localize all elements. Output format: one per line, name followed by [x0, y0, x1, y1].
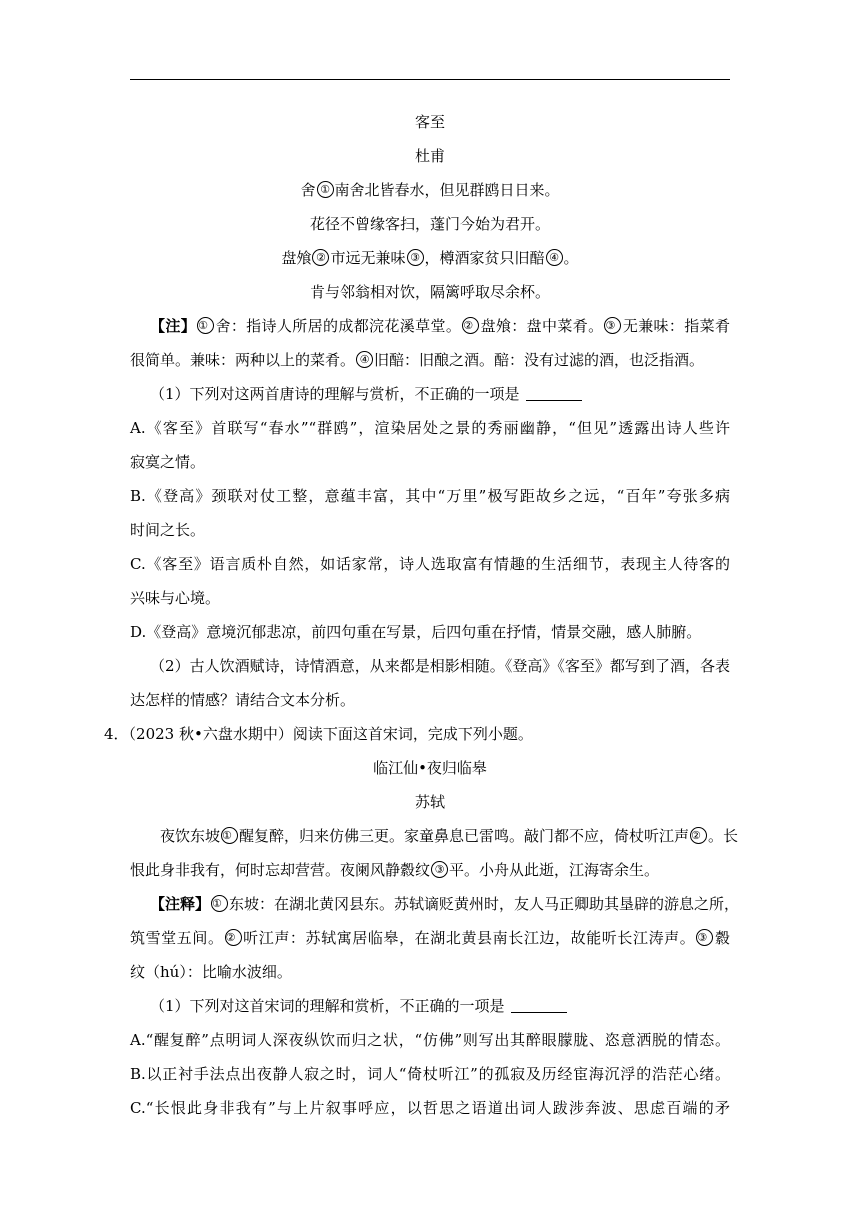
poem-line-1: 舍 ① 南舍北皆春水，但见群鸥日日来。	[300, 181, 560, 199]
option-b-cont: 时间之长。	[130, 521, 206, 539]
note-line-2: 很简单。兼味：两种以上的菜肴。 ④ 旧醅：旧酿之酒。醅：没有过滤的酒，也泛指酒。	[130, 351, 705, 369]
option-d: D.《登高》意境沉郁悲凉，前四句重在写景，后四句重在抒情，情景交融，感人肺腑。	[130, 623, 702, 641]
poem-line-2: 花径不曾缘客扫，蓬门今始为君开。	[309, 215, 550, 233]
header-rule	[130, 79, 730, 80]
answer-blank[interactable]	[526, 386, 582, 401]
poem-line-4: 肯与邻翁相对饮，隔篱呼取尽余杯。	[309, 283, 550, 301]
footnote-marker: ②	[312, 249, 329, 266]
question-2: （2）古人饮酒赋诗，诗情酒意，从来都是相影相随。《登高》《客至》都写到了酒，各表	[150, 657, 730, 675]
note2-line-2: 筑雪堂五间。 ② 听江声：苏轼寓居临皋，在湖北黄县南长江边，故能听长江涛声。 ③ 縠	[130, 929, 730, 947]
section-4-header: 4．（2023 秋•六盘水期中）阅读下面这首宋词，完成下列小题。	[104, 725, 533, 743]
q3-option-a: A.“醒复醉”点明词人深夜纵饮而归之状，“仿佛”则写出其醉眼朦胧、恣意洒脱的情态。	[130, 1031, 730, 1049]
question-1: （1）下列对这两首唐诗的理解与赏析，不正确的一项是	[150, 384, 730, 404]
option-a-cont: 寂寞之情。	[130, 453, 206, 471]
question-2-cont: 达怎样的情感？请结合文本分析。	[130, 691, 356, 709]
question-3: （1）下列对这首宋词的理解和赏析，不正确的一项是	[150, 996, 730, 1016]
ci-line-2: 恨此身非我有，何时忘却营营。夜阑风静縠纹 ③ 平。小舟从此逝，江海寄余生。	[130, 861, 660, 879]
q3-option-b: B.以正衬手法点出夜静人寂之时，词人“倚杖听江”的孤寂及历经宦海沉浮的浩茫心绪。	[130, 1065, 730, 1083]
footnote-marker: ③	[407, 249, 424, 266]
ci-author: 苏轼	[414, 793, 445, 811]
option-c-cont: 兴味与心境。	[130, 589, 221, 607]
option-c: C.《客至》语言质朴自然，如话家常，诗人选取富有情趣的生活细节，表现主人待客的	[130, 555, 730, 573]
option-a: A.《客至》首联写“春水”“群鸥”，渲染居处之景的秀丽幽静，“但见”透露出诗人些许	[130, 419, 730, 437]
poem-line-3: 盘飧 ② 市远无兼味 ③ ，樽酒家贫只旧醅 ④ 。	[281, 249, 579, 267]
ci-title: 临江仙•夜归临皋	[373, 759, 487, 777]
footnote-marker: ①	[317, 181, 334, 198]
poem-author: 杜甫	[414, 147, 445, 165]
answer-blank[interactable]	[511, 998, 567, 1013]
footnote-marker: ④	[546, 249, 563, 266]
poem-title: 客至	[414, 113, 445, 131]
note2-line-1: 【注释】 ① 东坡：在湖北黄冈县东。苏轼谪贬黄州时，友人马正卿助其垦辟的游息之所，	[150, 895, 740, 913]
ci-line-1: 夜饮东坡 ① 醒复醉，归来仿佛三更。家童鼻息已雷鸣。敲门都不应，倚杖听江声 ② 。长	[160, 827, 739, 845]
note2-line-3: 纹（hú）：比喻水波细。	[130, 963, 292, 981]
option-b: B.《登高》颈联对仗工整，意蕴丰富，其中“万里”极写距故乡之远，“百年”夸张多病	[130, 487, 730, 505]
note-line-1: 【注】 ① 舍：指诗人所居的成都浣花溪草堂。 ② 盘飧：盘中菜肴。 ③ 无兼味：指菜肴	[150, 317, 730, 335]
q3-option-c: C.“长恨此身非我有”与上片叙事呼应，以哲思之语道出词人跋涉奔波、思虑百端的矛	[130, 1099, 730, 1117]
